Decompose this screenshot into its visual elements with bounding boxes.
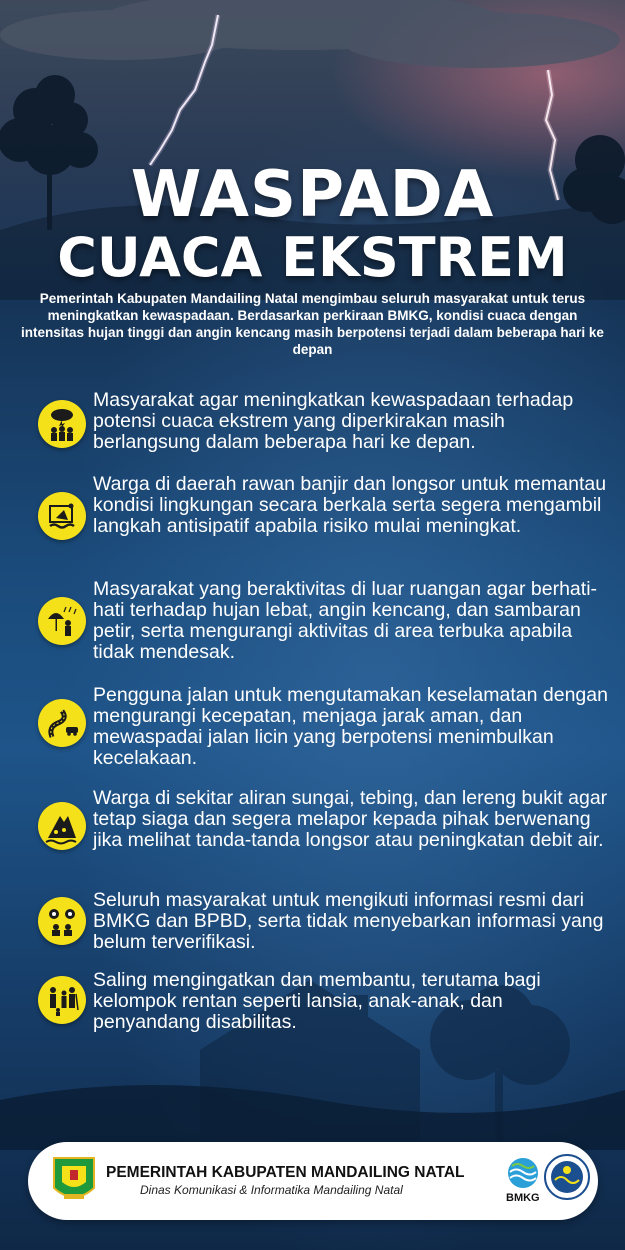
intro-paragraph: Pemerintah Kabupaten Mandailing Natal mengimbau seluruh masyarakat untuk terus meningkatkan kewaspadaan. Berdasarkan perkiraan BMKG, kondisi cuaca dengan intensitas hujan tinggi dan angin kencang masih berpotensi terjadi dalam beberapa hari ke depan (21, 291, 604, 357)
footer-bar (28, 1142, 598, 1220)
headline-line-1: WASPADA (130, 158, 495, 232)
family-help-icon (38, 976, 86, 1024)
advisory-text-7: Saling mengingatkan dan membantu, terutama bagi kelompok rentan seperti lansia, anak-anak, dan penyandang disabilitas. (93, 969, 541, 1033)
footer-organization: PEMERINTAH KABUPATEN MANDAILING NATAL (106, 1164, 465, 1181)
bmkg-logo-icon (506, 1156, 540, 1190)
landslide-river-icon (38, 802, 86, 850)
advisory-text-2: Warga di daerah rawan banjir dan longsor untuk memantau kondisi lingkungan secara berkala serta segera mengambil langkah antisipatif apabila risiko mulai meningkat. (93, 473, 607, 537)
advisory-text-6: Seluruh masyarakat untuk mengikuti informasi resmi dari BMKG dan BPBD, serta tidak menyebarkan informasi yang belum terverifikasi. (93, 889, 604, 953)
footer-department: Dinas Komunikasi & Informatika Mandailing Natal (140, 1183, 403, 1197)
advisory-text-1: Masyarakat agar meningkatkan kewaspadaan terhadap potensi cuaca ekstrem yang diperkirakan masih berlangsung dalam beberapa hari ke depan. (93, 389, 574, 453)
ministry-logo-icon (543, 1152, 591, 1204)
headline-line-2: CUACA EKSTREM (57, 226, 568, 289)
storm-crowd-icon (38, 400, 86, 448)
advisory-text-4: Pengguna jalan untuk mengutamakan keselamatan dengan mengurangi kecepatan, menjaga jarak aman, dan mewaspadai jalan licin yang berpotensi menimbulkan kecelakaan. (93, 684, 608, 769)
regency-emblem-icon (50, 1154, 98, 1208)
advisory-text-5: Warga di sekitar aliran sungai, tebing, dan lereng bukit agar tetap siaga dan segera melapor kepada pihak berwenang jika melihat tanda-tanda longsor atau peningkatan debit air. (93, 787, 608, 851)
official-info-icon (38, 897, 86, 945)
slippery-road-icon (38, 699, 86, 747)
flood-landslide-icon (38, 492, 86, 540)
rain-umbrella-icon (38, 597, 86, 645)
bmkg-label: BMKG (506, 1192, 540, 1204)
advisory-text-3: Masyarakat yang beraktivitas di luar ruangan agar berhati-hati terhadap hujan lebat, angin kencang, dan sambaran petir, serta mengurangi aktivitas di area terbuka apabila tidak mendesak. (93, 578, 598, 663)
